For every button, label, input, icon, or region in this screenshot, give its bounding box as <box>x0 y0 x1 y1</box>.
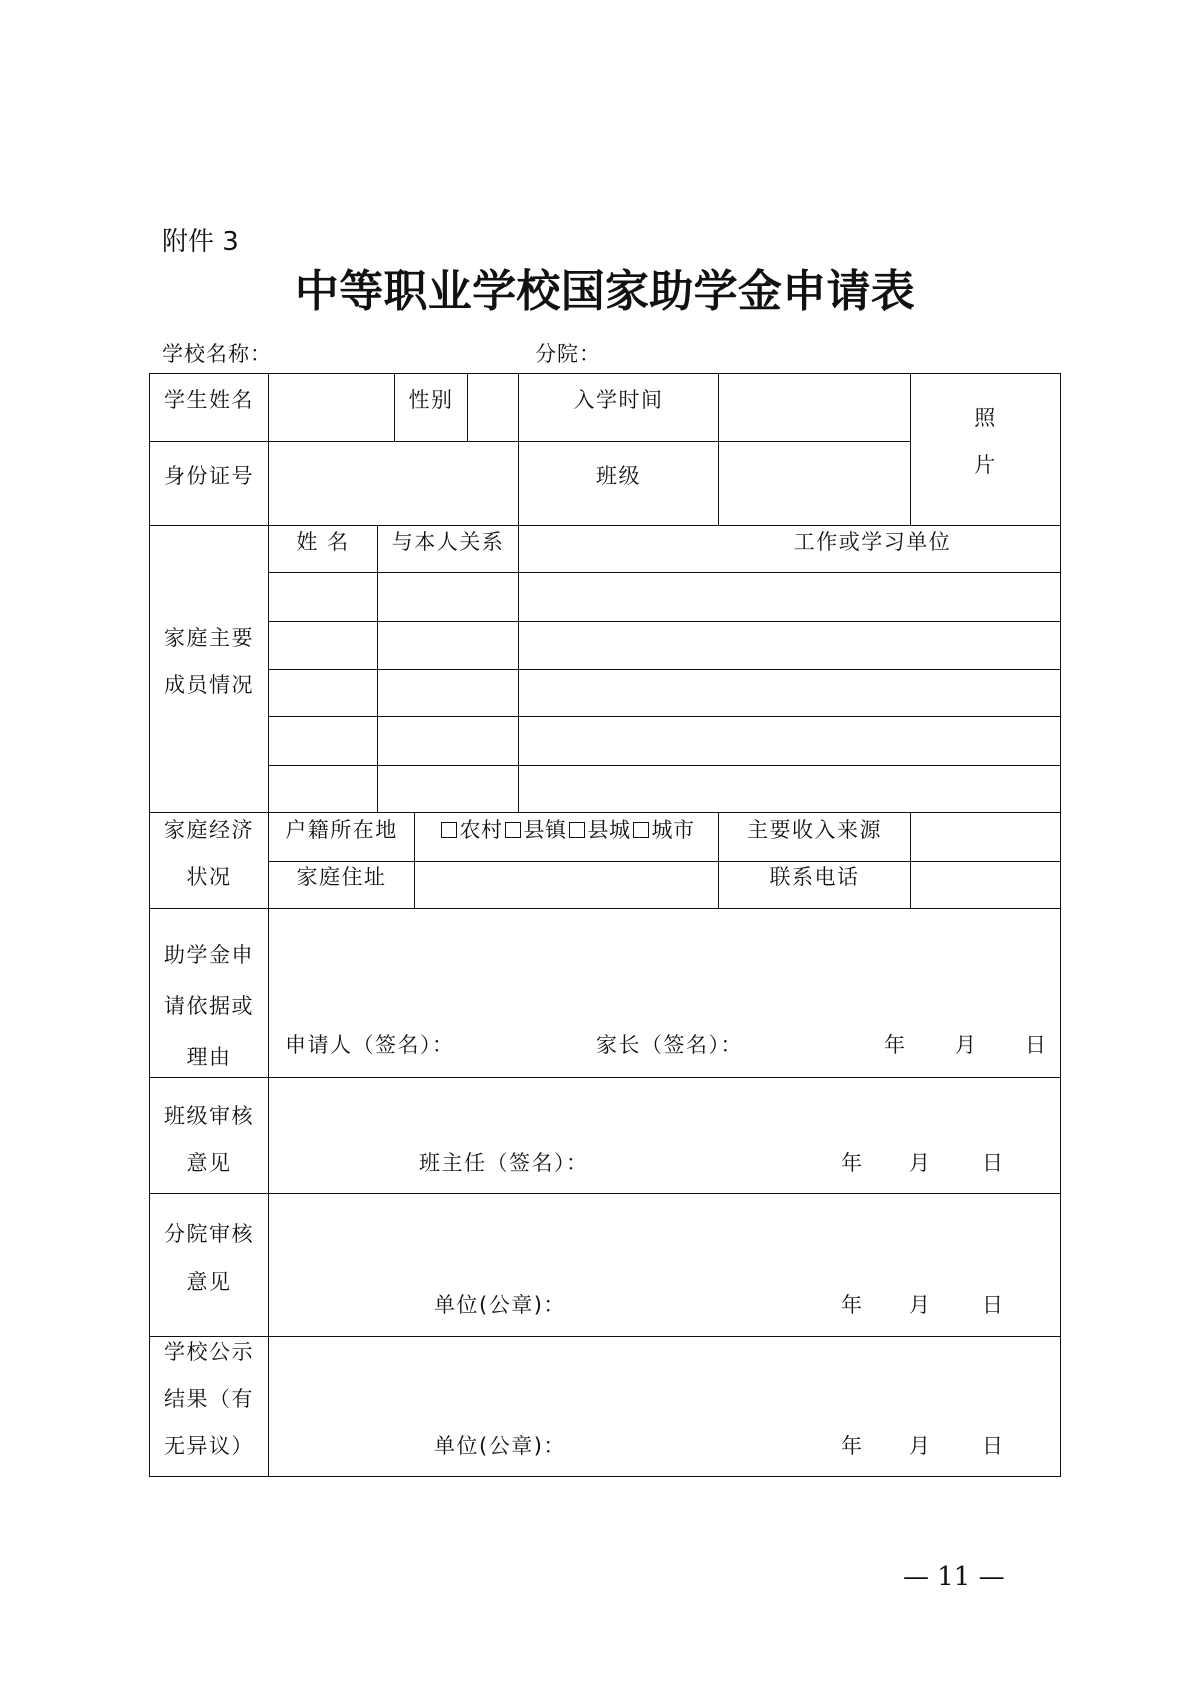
school-publicity-section-label <box>150 1337 269 1477</box>
month-label: 月 <box>909 1293 932 1317</box>
option-label: 城市 <box>651 818 695 842</box>
family-member-name-field[interactable] <box>269 766 378 813</box>
family-member-name-field[interactable] <box>269 717 378 766</box>
family-member-name-field[interactable] <box>269 573 378 622</box>
section-label-line: 学校公示 <box>164 1340 254 1364</box>
section-label-line: 请依据或 <box>164 994 254 1018</box>
column-header-name: 姓 名 <box>269 526 378 573</box>
checkbox[interactable] <box>569 822 585 838</box>
year-label: 年 <box>841 1293 864 1317</box>
economic-status-section-label <box>150 813 269 909</box>
phone-field[interactable] <box>911 862 1061 909</box>
school-name-label: 学校名称： <box>162 342 272 366</box>
year-label: 年 <box>841 1151 864 1175</box>
phone-label: 联系电话 <box>719 862 911 909</box>
unit-stamp-label: 单位(公章)： <box>434 1293 566 1317</box>
household-registration-label: 户籍所在地 <box>269 813 415 862</box>
checkbox[interactable] <box>441 822 457 838</box>
section-label-line: 无异议） <box>164 1434 254 1458</box>
student-name-field[interactable] <box>269 374 395 442</box>
family-member-relation-field[interactable] <box>378 622 519 670</box>
section-label-line: 家庭主要 <box>164 626 254 650</box>
day-label: 日 <box>982 1293 1005 1317</box>
option-county-town[interactable] <box>503 816 567 844</box>
family-member-relation-field[interactable] <box>378 766 519 813</box>
section-label-line: 理由 <box>186 1045 232 1069</box>
family-member-relation-field[interactable] <box>378 717 519 766</box>
family-member-work-unit-field[interactable] <box>519 573 1061 622</box>
id-number-field[interactable] <box>269 442 519 526</box>
month-label: 月 <box>955 1033 978 1057</box>
section-label-line: 分院审核 <box>164 1222 254 1246</box>
home-address-field[interactable] <box>415 862 719 909</box>
option-label: 县镇 <box>523 818 567 842</box>
enrollment-date-field[interactable] <box>719 374 911 442</box>
section-label-line: 意见 <box>186 1151 232 1175</box>
photo-label-line: 照 <box>974 406 997 430</box>
section-label-line: 班级审核 <box>164 1104 254 1128</box>
applicant-signature-label: 申请人（签名）： <box>285 1033 455 1057</box>
branch-label: 分院： <box>535 342 601 366</box>
section-label-line: 状况 <box>186 865 232 889</box>
checkbox[interactable] <box>633 822 649 838</box>
branch-review-field[interactable] <box>269 1194 1061 1337</box>
photo-box[interactable] <box>911 374 1061 526</box>
id-number-label: 身份证号 <box>150 442 269 526</box>
family-member-relation-field[interactable] <box>378 670 519 717</box>
option-city[interactable] <box>631 816 695 844</box>
family-member-work-unit-field[interactable] <box>519 766 1061 813</box>
month-label: 月 <box>909 1151 932 1175</box>
home-address-label: 家庭住址 <box>269 862 415 909</box>
year-label: 年 <box>841 1434 864 1458</box>
household-registration-options <box>415 813 719 862</box>
section-label-line: 成员情况 <box>164 673 254 697</box>
page-number: — 11 — <box>903 1562 1005 1592</box>
application-form-table <box>149 373 1061 1477</box>
class-review-field[interactable] <box>269 1078 1061 1194</box>
unit-stamp-label: 单位(公章)： <box>434 1434 566 1458</box>
application-reason-section-label <box>150 909 269 1078</box>
checkbox[interactable] <box>505 822 521 838</box>
option-rural[interactable] <box>439 816 503 844</box>
school-publicity-field[interactable] <box>269 1337 1061 1477</box>
application-reason-field[interactable] <box>269 909 1061 1078</box>
class-label: 班级 <box>519 442 719 526</box>
family-member-name-field[interactable] <box>269 622 378 670</box>
photo-label-line: 片 <box>974 453 997 477</box>
year-label: 年 <box>884 1033 907 1057</box>
class-review-section-label <box>150 1078 269 1194</box>
column-header-relation: 与本人关系 <box>378 526 519 573</box>
attachment-label: 附件 3 <box>162 227 239 257</box>
family-members-section-label <box>150 526 269 813</box>
family-member-work-unit-field[interactable] <box>519 670 1061 717</box>
option-county-city[interactable] <box>567 816 631 844</box>
branch-review-section-label <box>150 1194 269 1337</box>
family-member-work-unit-field[interactable] <box>519 622 1061 670</box>
main-income-source-field[interactable] <box>911 813 1061 862</box>
family-member-relation-field[interactable] <box>378 573 519 622</box>
class-field[interactable] <box>719 442 911 526</box>
head-teacher-signature-label: 班主任（签名）： <box>419 1151 589 1175</box>
month-label: 月 <box>909 1434 932 1458</box>
student-name-label: 学生姓名 <box>150 374 269 442</box>
main-income-source-label: 主要收入来源 <box>719 813 911 862</box>
section-label-line: 意见 <box>186 1270 232 1294</box>
parent-signature-label: 家长（签名）： <box>596 1033 743 1057</box>
enrollment-date-label: 入学时间 <box>519 374 719 442</box>
option-label: 县城 <box>587 818 631 842</box>
gender-label: 性别 <box>395 374 468 442</box>
form-title: 中等职业学校国家助学金申请表 <box>294 266 916 317</box>
section-label-line: 家庭经济 <box>164 818 254 842</box>
day-label: 日 <box>1025 1033 1048 1057</box>
family-member-name-field[interactable] <box>269 670 378 717</box>
column-header-work-unit: 工作或学习单位 <box>519 526 1061 573</box>
family-member-work-unit-field[interactable] <box>519 717 1061 766</box>
day-label: 日 <box>982 1434 1005 1458</box>
section-label-line: 结果（有 <box>164 1387 254 1411</box>
gender-field[interactable] <box>468 374 519 442</box>
section-label-line: 助学金申 <box>164 943 254 967</box>
option-label: 农村 <box>459 818 503 842</box>
day-label: 日 <box>982 1151 1005 1175</box>
